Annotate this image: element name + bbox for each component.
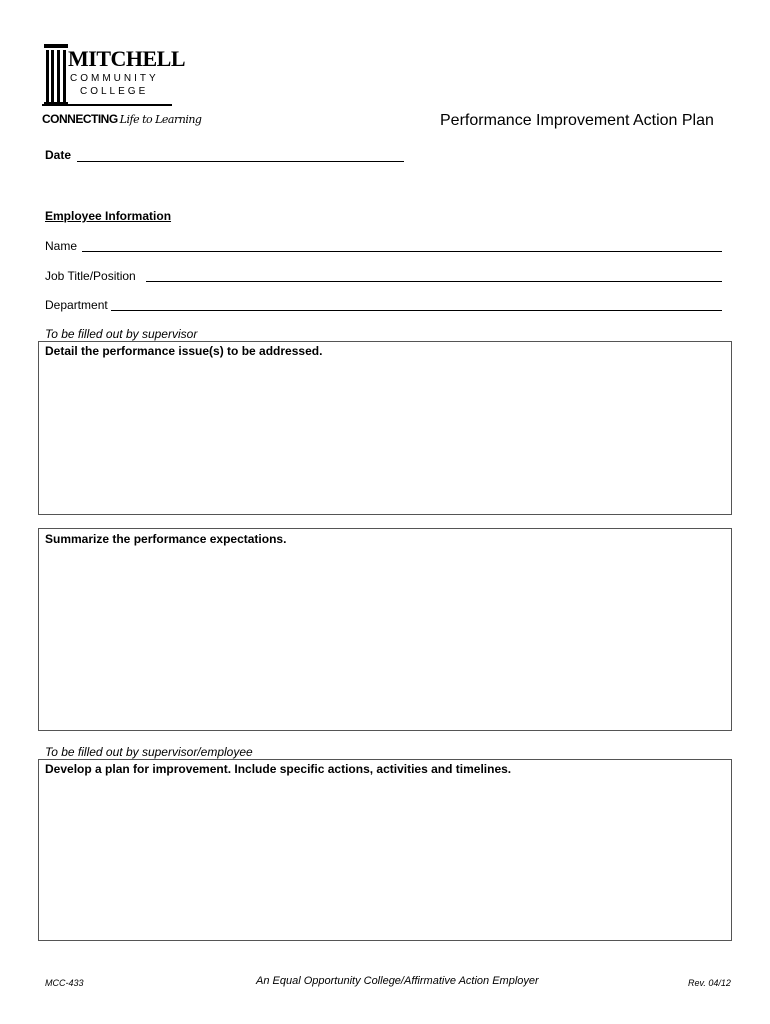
tagline-script: Life to Learning [119, 113, 202, 126]
performance-issue-label: Detail the performance issue(s) to be addressed. [45, 344, 323, 358]
logo-college: COLLEGE [80, 86, 149, 97]
tagline-bold: CONNECTING [42, 112, 118, 126]
columns-icon [44, 44, 68, 104]
name-field[interactable] [82, 251, 722, 252]
college-logo [40, 42, 202, 132]
equal-opportunity-statement: An Equal Opportunity College/Affirmative Action Employer [256, 975, 539, 987]
page-title: Performance Improvement Action Plan [440, 112, 714, 129]
performance-expectations-box[interactable] [38, 528, 732, 731]
revision-label: Rev. 04/12 [688, 978, 731, 988]
logo-community: COMMUNITY [70, 73, 159, 84]
logo-rule [42, 104, 172, 106]
improvement-plan-label: Develop a plan for improvement. Include specific actions, activities and timelines. [45, 762, 512, 776]
department-field[interactable] [111, 310, 722, 311]
improvement-plan-box[interactable] [38, 759, 732, 941]
name-label: Name [45, 239, 78, 253]
date-label: Date [45, 148, 72, 162]
performance-issue-box[interactable] [38, 341, 732, 515]
logo-tagline [42, 112, 201, 126]
logo-name: MITCHELL [68, 46, 186, 71]
performance-expectations-label: Summarize the performance expectations. [45, 532, 287, 546]
job-title-field[interactable] [146, 281, 722, 282]
supervisor-note: To be filled out by supervisor [45, 327, 198, 341]
department-label: Department [45, 298, 108, 312]
employee-info-heading: Employee Information [45, 209, 172, 223]
form-number: MCC-433 [45, 978, 84, 988]
date-field[interactable] [77, 161, 404, 162]
job-title-label: Job Title/Position [45, 269, 136, 283]
joint-note: To be filled out by supervisor/employee [45, 745, 253, 759]
